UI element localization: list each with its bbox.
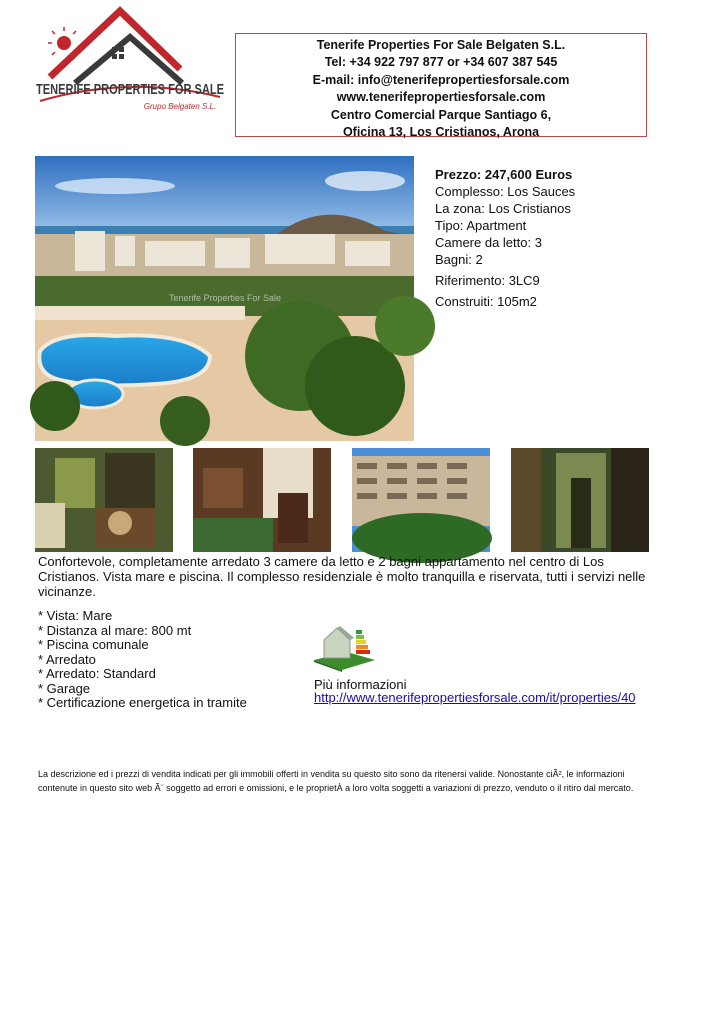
thumbnail-hallway [511, 448, 649, 552]
logo-window-1 [112, 47, 117, 52]
feature-item: * Arredato [38, 651, 96, 667]
property-details [435, 166, 575, 310]
thumbnail-building [352, 448, 490, 552]
more-info-link[interactable]: http://www.tenerifepropertiesforsale.com/it/properties/40 [314, 690, 636, 705]
company-name: Tenerife Properties For Sale Belgaten S.L. [316, 38, 566, 52]
contact-tel: Tel: +34 922 797 877 or +34 607 387 545 [324, 55, 558, 70]
logo-window-3 [112, 54, 117, 59]
contact-website: www.tenerifepropertiesforsale.com [336, 90, 546, 105]
legal-disclaimer: La descrizione ed i prezzi di vendita indicati per gli immobili offerti in vendita su questo sito sono da ritenersi valide. Nonostante ciÃ², le informazioni contenute in questo sito web Ã¨ soggetto ad errori e omissioni, e le proprietÀ a loro volta soggetti a variazioni di prezzo, venduto o il ritiro dal mercato. [38, 769, 634, 793]
contact-address-2: Oficina 13, Los Cristianos, Arona [342, 125, 540, 140]
logo-sun [57, 36, 71, 50]
property-complex: Complesso: Los Sauces [435, 184, 576, 199]
contact-email: E-mail: info@tenerifepropertiesforsale.com [312, 72, 570, 87]
main-property-photo [35, 156, 414, 441]
features-list [38, 609, 247, 711]
logo-brand-text: TENERIFE PROPERTIES FOR SALE [36, 81, 224, 98]
feature-item: * Piscina comunale [38, 637, 149, 652]
property-reference: Riferimento: 3LC9 [435, 273, 540, 288]
logo-window-4 [119, 54, 124, 59]
more-info-label: Più informazioni [314, 677, 407, 692]
company-logo [30, 5, 230, 117]
property-description: Confortevole, completamente arredato 3 camere da letto e 2 bagni appartamento nel centro di Los Cristianos. Vista mare e piscina. Il complesso residenziale è molto tranquilla e riservata, tutti i servizi nelle vicinanze. [38, 554, 646, 599]
feature-item: * Distanza al mare: 800 mt [38, 622, 192, 638]
property-price: Prezzo: 247,600 Euros [435, 167, 573, 182]
contact-address-1: Centro Comercial Parque Santiago 6, [330, 107, 552, 122]
contact-box [235, 33, 647, 140]
feature-item: * Certificazione energetica in tramite [38, 695, 247, 710]
logo-window-2 [119, 47, 124, 52]
property-built: Construiti: 105m2 [435, 294, 537, 309]
property-type: Tipo: Apartment [435, 218, 527, 233]
thumbnail-bedroom [193, 448, 331, 552]
feature-item: * Vista: Mare [38, 608, 113, 623]
photo-watermark: Tenerife Properties For Sale [168, 293, 282, 303]
property-bathrooms: Bagni: 2 [435, 252, 483, 267]
feature-item: * Arredato: Standard [38, 666, 156, 681]
property-zone: La zona: Los Cristianos [435, 201, 571, 216]
feature-item: * Garage [38, 680, 91, 696]
property-bedrooms: Camere da letto: 3 [435, 235, 542, 250]
thumbnail-living-room [35, 448, 173, 552]
logo-sub-text: Grupo Belgaten S.L. [143, 102, 217, 111]
energy-certificate-icon [312, 622, 377, 672]
